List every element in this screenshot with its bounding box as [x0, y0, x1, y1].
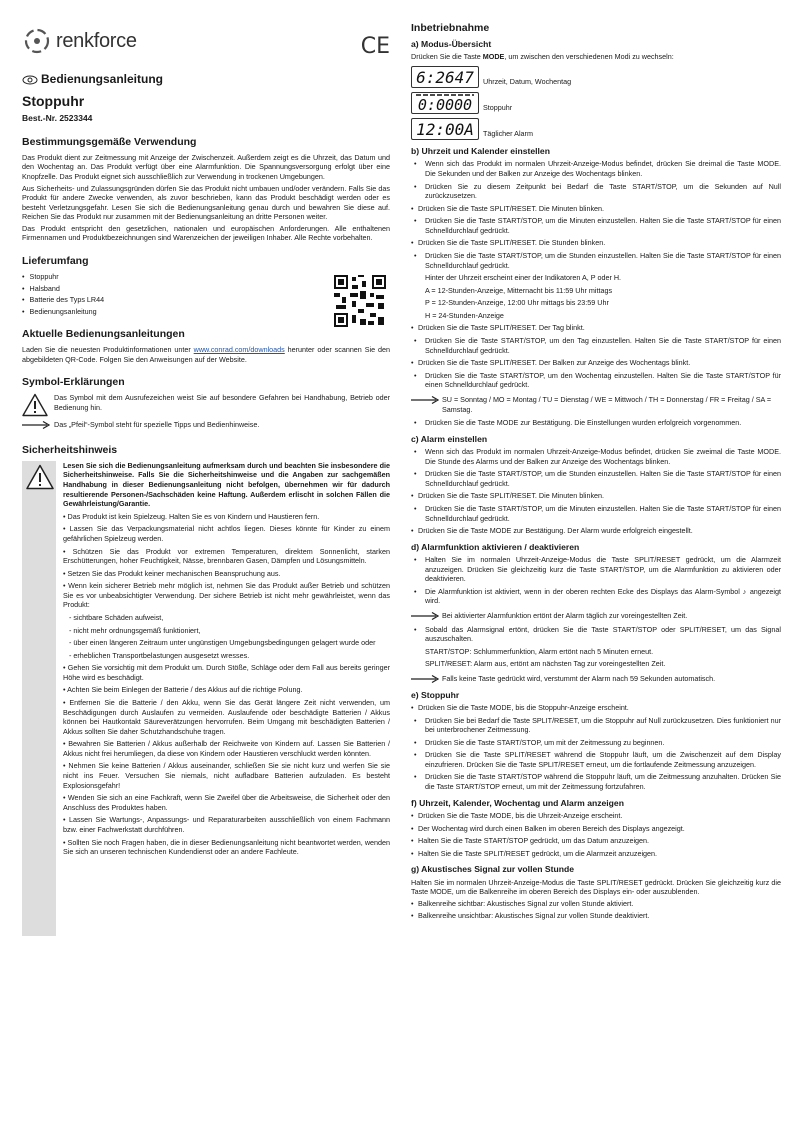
- lcd-stopwatch-display: [411, 92, 479, 114]
- list-item: • Drücken Sie die Taste SPLIT/RESET. Die Stunden blinken.: [411, 238, 781, 248]
- safety-bullet: • Setzen Sie das Produkt keiner mechanischen Beanspruchung aus.: [63, 568, 281, 578]
- arrow-right-icon: [411, 675, 439, 683]
- current-manuals-heading: Aktuelle Bedienungsanleitungen: [22, 328, 185, 341]
- mode-alarm-label: Täglicher Alarm: [483, 129, 533, 139]
- arrow-right-icon: [22, 421, 50, 429]
- arrow-right-icon: [411, 612, 439, 620]
- intended-use-p3: Das Produkt entspricht den gesetzlichen, nationalen und europäischen Anforderungen. Alle enthaltenen Firmennamen und Produktbezeichnungen sind Warenzeichen der jeweiligen Inhaber. Alle Rechte vorbehalten.: [22, 223, 390, 243]
- list-item: • Drücken Sie bei Bedarf die Taste SPLIT/RESET, um die Stoppuhr auf Null zurückzusetzen. Dies funktioniert nur bei unterbrochener Zeitmessung.: [411, 716, 781, 735]
- list-item: • Der Wochentag wird durch einen Balken im oberen Bereich des Displays angezeigt.: [411, 824, 781, 834]
- safety-sub: - über einen längeren Zeitraum unter ungünstigen Umgebungsbedingungen gelagert wurde oder: [69, 638, 376, 648]
- indicator-note: Hinter der Uhrzeit erscheint einer der Indikatoren A, P oder H.: [425, 273, 622, 283]
- brand-logo: [22, 24, 390, 58]
- intended-use-p2: Aus Sicherheits- und Zulassungsgründen dürfen Sie das Produkt nicht umbauen und/oder verändern. Falls Sie das Produkt für andere Zwecke verwenden, als zuvor beschrieben, kann das Produkt beschädigt werden oder es besteht Verletzungsgefahr. Lesen Sie sich die Bedienungsanleitung genau durch und bewahren Sie diese auf. Reichen Sie das Produkt nur zusammen mit der Bedienungsanleitung an dritte Personen weiter.: [22, 183, 390, 222]
- lcd-alarm-display: [411, 118, 479, 140]
- lcd-stopwatch-digits: 0:0000: [417, 95, 473, 114]
- list-item: • Drücken Sie die Taste MODE, bis die Stoppuhr-Anzeige erscheint.: [411, 703, 781, 713]
- section-b-list-2: [411, 204, 781, 214]
- safety-bullet: • Sollten Sie noch Fragen haben, die in dieser Bedienungsanleitung nicht beantwortet werden, wenden Sie sich an unseren technischen Kundendienst oder an andere Fachleute.: [63, 837, 390, 857]
- mode-clock: [411, 66, 781, 88]
- item-number: Best.-Nr. 2523344: [22, 112, 93, 123]
- intended-use-heading: Bestimmungsgemäße Verwendung: [22, 135, 197, 148]
- safety-bullet: • Schützen Sie das Produkt vor extremen Temperaturen, direktem Sonnenlicht, starken Erschütterungen, hoher Feuchtigkeit, Nässe, brennbaren Gasen, Dämpfen und Lösungsmitteln.: [63, 546, 390, 566]
- safety-intro: Lesen Sie sich die Bedienungsanleitung aufmerksam durch und beachten Sie insbesondere die Sicherheitshinweise. Falls Sie die Sicherheitshinweise und die Angaben zur sachgemäßen Handhabung in dieser Bedienungsanleitung nicht befolgen, übernehmen wir für dadurch resultierende Personen-/Sachschäden keine Haftung. Außerdem erlischt in solchen Fällen die Gewährleistung/Garantie.: [63, 460, 390, 509]
- list-item: • Sobald das Alarmsignal ertönt, drücken Sie die Taste START/STOP oder SPLIT/RESET, um das Signal auszuschalten.: [411, 625, 781, 644]
- safety-sub: - sichtbare Schäden aufweist,: [69, 612, 164, 622]
- manual-title: Bedienungsanleitung: [22, 72, 390, 88]
- safety-sub: - erheblichen Transportbelastungen ausgesetzt wresses.: [69, 650, 250, 660]
- eye-icon: [22, 75, 38, 85]
- scope-item: • Batterie des Typs LR44: [22, 295, 390, 305]
- downloads-link[interactable]: www.conrad.com/downloads: [193, 345, 285, 355]
- section-g-text: Halten Sie im normalen Uhrzeit-Anzeige-Modus die Taste SPLIT/RESET gedrückt. Drücken Sie gleichzeitig kurz die Taste MODE, um die Balkenreihe im oberen Bereich des Displays ein- oder auszublenden.: [411, 877, 781, 897]
- weekday-tip: SU = Sonntag / MO = Montag / TU = Dienstag / WE = Mittwoch / TH = Donnerstag / FR = Freitag / SA = Samstag.: [411, 395, 781, 414]
- section-g-heading: g) Akustisches Signal zur vollen Stunde: [411, 864, 574, 875]
- safety-bullet: • Achten Sie beim Einlegen der Batterie / des Akkus auf die richtige Polung.: [63, 685, 303, 695]
- alarm-off-note: SPLIT/RESET: Alarm aus, ertönt am nächsten Tag zur voreingestellten Zeit.: [425, 659, 666, 669]
- warning-triangle-icon: [22, 393, 48, 417]
- current-manuals-text: Laden Sie die neuesten Produktinformationen unter www.conrad.com/downloads herunter oder scannen Sie den abgebildeten QR-Code. Folgen Sie den Anweisungen auf der Website.: [22, 345, 390, 364]
- list-item: • Drücken Sie die Taste MODE zur Bestätigung. Die Einstellungen wurden erfolgreich vorgenommen.: [411, 418, 781, 428]
- mode-clock-label: Uhrzeit, Datum, Wochentag: [483, 77, 572, 87]
- safety-text: [56, 461, 390, 936]
- lcd-clock-digits: 6:2647: [416, 67, 474, 87]
- list-item: • Drücken Sie die Taste SPLIT/RESET während die Stoppuhr läuft, um die Zwischenzeit auf dem Display einzufrieren. Drücken Sie die Taste SPLIT/RESET erneut, um die fortlaufende Zeitmessung anzuzeigen.: [411, 750, 781, 769]
- list-item: • Drücken Sie die Taste SPLIT/RESET. Die Minuten blinken.: [411, 204, 781, 214]
- startup-heading: Inbetriebnahme: [411, 22, 490, 34]
- symbols-heading: Symbol-Erklärungen: [22, 376, 125, 389]
- safety-bullet: • Wenn kein sicherer Betrieb mehr möglich ist, nehmen Sie das Produkt außer Betrieb und schützen Sie es vor unbeabsichtigter Verwendung. Der sichere Betrieb ist nicht mehr gewährleistet, wenn das Produkt:: [63, 581, 391, 610]
- arrow-right-icon: [411, 396, 439, 404]
- warning-symbol-row: [22, 393, 390, 417]
- lcd-clock-display: [411, 66, 479, 88]
- safety-bullet: • Nehmen Sie keine Batterien / Akkus auseinander, schließen Sie sie nicht kurz und werfen Sie sie nicht ins Feuer. Versuchen Sie niemals, nicht aufladbare Batterien aufzuladen. Es besteht Explosionsgefahr!: [63, 761, 390, 790]
- safety-heading: Sicherheitshinweis: [22, 443, 118, 456]
- safety-bullet: • Das Produkt ist kein Spielzeug. Halten Sie es von Kindern und Haustieren fern.: [63, 511, 320, 521]
- list-item: • Drücken Sie die Taste MODE, bis die Uhrzeit-Anzeige erscheint.: [411, 811, 781, 821]
- list-item: • Drücken Sie die Taste SPLIT/RESET. Die Minuten blinken.: [411, 491, 781, 501]
- mode-stopwatch: [411, 92, 781, 114]
- warning-symbol-text: Das Symbol mit dem Ausrufezeichen weist Sie auf besondere Gefahren bei Handhabung, Betrieb oder Bedienung hin.: [54, 393, 390, 412]
- auto-stop-tip: Falls keine Taste gedrückt wird, verstummt der Alarm nach 59 Sekunden automatisch.: [411, 674, 781, 684]
- mode-alarm: [411, 118, 781, 140]
- safety-sub: - nicht mehr ordnungsgemäß funktioniert,: [69, 625, 201, 635]
- qr-code-icon[interactable]: [334, 275, 386, 327]
- intended-use-p1: Das Produkt dient zur Zeitmessung mit Anzeige der Zwischenzeit. Außerdem zeigt es die Uhrzeit, das Datum und den Wochentag an. Das Produkt verfügt über eine Alarmfunktion. Die Spannungsversorgung erfolgt über eine Knopfzelle. Das Produkt eignet sich ausschließlich zur Verwendung in trockenen Umgebungen.: [22, 152, 390, 181]
- list-item: • Drücken Sie zu diesem Zeitpunkt bei Bedarf die Taste START/STOP, um die Sekunden auf Null zurückzusetzen.: [411, 182, 781, 201]
- list-item: • Balkenreihe unsichtbar: Akustisches Signal zur vollen Stunde deaktiviert.: [411, 911, 781, 921]
- section-b-heading: b) Uhrzeit und Kalender einstellen: [411, 145, 550, 156]
- list-item: • Drücken Sie die Taste START/STOP, um den Tag einzustellen. Halten Sie die Taste START/STOP für einen Schnelldurchlauf gedrückt.: [411, 336, 781, 355]
- list-item: • Halten Sie die Taste START/STOP gedrückt, um das Datum anzuzeigen.: [411, 836, 781, 846]
- ce-mark: CE: [360, 34, 390, 59]
- safety-bullet: • Gehen Sie vorsichtig mit dem Produkt um. Durch Stöße, Schläge oder dem Fall aus bereits geringer Höhe wird es beschädigt.: [63, 663, 390, 682]
- safety-bullet: • Lassen Sie das Verpackungsmaterial nicht achtlos liegen. Dieses könnte für Kinder zu einem gefährlichen Spielzeug werden.: [63, 524, 390, 543]
- scope-item: • Bedienungsanleitung: [22, 307, 390, 317]
- list-item: • Drücken Sie die Taste MODE zur Bestätigung. Der Alarm wurde erfolgreich eingestellt.: [411, 526, 781, 536]
- list-item: • Die Alarmfunktion ist aktiviert, wenn in der oberen rechten Ecke des Displays das Alarm-Symbol ♪ angezeigt wird.: [411, 587, 781, 606]
- warning-triangle-icon: [26, 464, 54, 490]
- list-item: • Drücken Sie die Taste START/STOP, um die Stunden einzustellen. Halten Sie die Taste START/STOP für einen Schnelldurchlauf gedrückt.: [411, 251, 781, 270]
- list-item: • Drücken Sie die Taste START/STOP, um den Wochentag einzustellen. Halten Sie die Taste START/STOP für einen Schnelldurchlauf gedrückt.: [411, 371, 781, 390]
- alarm-tip: Bei aktivierter Alarmfunktion ertönt der Alarm täglich zur voreingestellten Zeit.: [411, 611, 781, 621]
- product-name: Stoppuhr: [22, 92, 85, 109]
- scope-item: • Stoppuhr: [22, 272, 390, 282]
- safety-bullet: • Lassen Sie Wartungs-, Anpassungs- und Reparaturarbeiten ausschließlich von einem Fachmann bzw. einer Fachwerkstatt durchführen.: [63, 815, 390, 834]
- section-e-heading: e) Stoppuhr: [411, 689, 460, 700]
- safety-section: [22, 461, 390, 936]
- list-item: • Drücken Sie die Taste SPLIT/RESET. Der Tag blinkt.: [411, 323, 781, 333]
- indicator-h: H = 24-Stunden-Anzeige: [425, 310, 504, 320]
- section-b-list: [411, 159, 781, 200]
- lcd-alarm-digits: 12:00A: [416, 119, 474, 139]
- scope-section: [22, 255, 390, 316]
- safety-sidebar: [22, 461, 56, 936]
- snooze-note: START/STOP: Schlummerfunktion, Alarm ertönt nach 5 Minuten erneut.: [425, 646, 654, 656]
- right-column: [411, 22, 781, 924]
- list-item: • Wenn sich das Produkt im normalen Uhrzeit-Anzeige-Modus befindet, drücken Sie dreimal die Taste MODE. Die Sekunden und der Balken zur Anzeige des Wochentags blinken.: [411, 159, 781, 178]
- list-item: • Halten Sie die Taste SPLIT/RESET gedrückt, um die Alarmzeit anzuzeigen.: [411, 849, 781, 859]
- list-item: • Drücken Sie die Taste START/STOP, um die Minuten einzustellen. Halten Sie die Taste START/STOP für einen Schnelldurchlauf gedrückt.: [411, 504, 781, 523]
- scope-item: • Halsband: [22, 284, 390, 294]
- section-c-heading: c) Alarm einstellen: [411, 433, 488, 444]
- indicator-p: P = 12-Stunden-Anzeige, 12:00 Uhr mittags bis 23:59 Uhr: [425, 298, 609, 308]
- section-f-heading: f) Uhrzeit, Kalender, Wochentag und Alarm anzeigen: [411, 797, 624, 808]
- list-item: • Wenn sich das Produkt im normalen Uhrzeit-Anzeige-Modus befindet, drücken Sie zweimal die Taste MODE. Die Stunde des Alarms und der Balken zur Anzeige des Wochentags blinken.: [411, 447, 781, 466]
- brand-name: renkforce: [56, 29, 137, 52]
- left-column: [22, 24, 390, 936]
- mode-overview-intro: Drücken Sie die Taste MODE, um zwischen den verschiedenen Modi zu wechseln:: [411, 52, 674, 62]
- safety-bullet: • Bewahren Sie Batterien / Akkus außerhalb der Reichweite von Kindern auf. Lassen Sie Batterien / Akkus nicht frei herumliegen, da diese von Kindern oder Haustieren verschluckt werden könnten.: [63, 739, 390, 758]
- safety-bullet: • Wenden Sie sich an eine Fachkraft, wenn Sie Zweifel über die Arbeitsweise, die Sicherheit oder den Anschluss des Produktes haben.: [63, 793, 390, 812]
- arrow-symbol-row: [22, 420, 390, 432]
- renkforce-logo-icon: [22, 26, 52, 56]
- arrow-symbol-text: Das „Pfeil“-Symbol steht für spezielle Tipps und Bedienhinweise.: [54, 420, 260, 430]
- safety-bullet: • Entfernen Sie die Batterie / den Akku, wenn Sie das Gerät längere Zeit nicht verwenden, um Beschädigungen durch Auslaufen zu vermeiden. Auslaufende oder beschädigte Batterien / Akkus können bei Hautkontakt Säureverätzungen hervorrufen. Beim Umgang mit beschädigten Batterien / Akkus sollten Sie daher Schutzhandschuhe tragen.: [63, 698, 391, 736]
- scope-heading: Lieferumfang: [22, 255, 89, 268]
- section-d-heading: d) Alarmfunktion aktivieren / deaktivieren: [411, 541, 580, 552]
- list-item: • Drücken Sie die Taste START/STOP, um die Minuten einzustellen. Halten Sie die Taste START/STOP für einen Schnelldurchlauf gedrückt.: [411, 216, 781, 235]
- list-item: • Drücken Sie die Taste SPLIT/RESET. Der Balken zur Anzeige des Wochentags blinkt.: [411, 358, 781, 368]
- list-item: • Halten Sie im normalen Uhrzeit-Anzeige-Modus die Taste SPLIT/RESET gedrückt, um die Alarmzeit anzuzeigen. Drücken Sie gleichzeitig kurz die Taste START/STOP, um die Alarmfunktion zu aktivieren oder deaktivieren.: [411, 555, 781, 584]
- mode-stopwatch-label: Stoppuhr: [483, 103, 513, 113]
- list-item: • Drücken Sie die Taste START/STOP, um mit der Zeitmessung zu beginnen.: [411, 738, 781, 748]
- list-item: • Drücken Sie die Taste START/STOP während die Stoppuhr läuft, um die Zeitmessung anzuhalten. Drücken Sie die Taste START/STOP erneut, um mit der Zeitmessung fortzufahren.: [411, 772, 781, 791]
- indicator-a: A = 12-Stunden-Anzeige, Mitternacht bis 11:59 Uhr mittags: [425, 285, 613, 295]
- list-item: • Balkenreihe sichtbar: Akustisches Signal zur vollen Stunde aktiviert.: [411, 899, 781, 909]
- list-item: • Drücken Sie die Taste START/STOP, um die Stunden einzustellen. Halten Sie die Taste START/STOP für einen Schnelldurchlauf gedrückt.: [411, 469, 781, 488]
- section-a-heading: a) Modus-Übersicht: [411, 38, 492, 49]
